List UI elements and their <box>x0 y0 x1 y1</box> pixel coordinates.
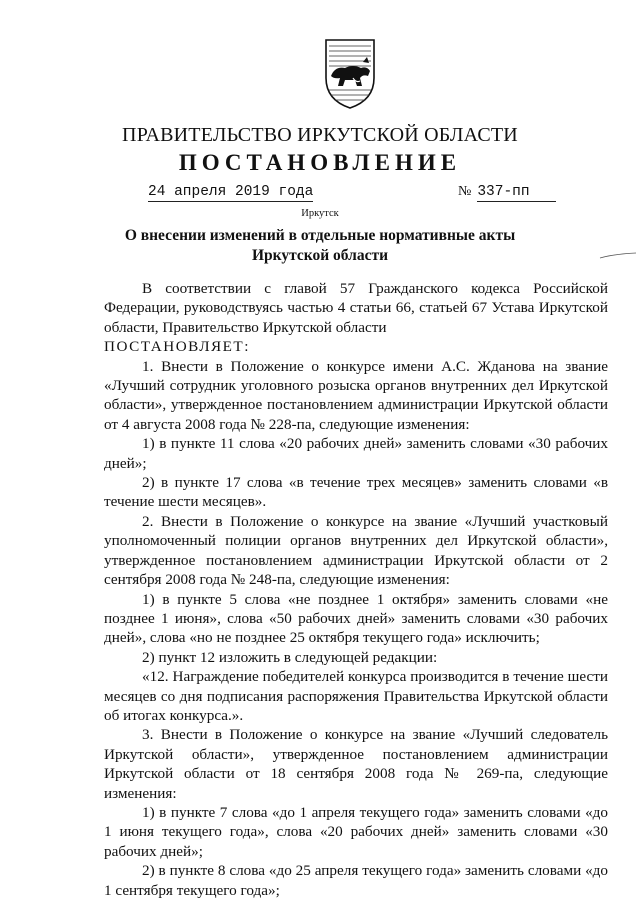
paragraph-2: 2. Внести в Положение о конкурсе на звание «Лучший участковый уполномоченный полиции органов внутренних дел Иркутской области», утвержденное постановлением администрации Иркутской области от 2 сентября 2008 года № 248-па, следующие изменения: <box>104 512 608 589</box>
city-name: Иркутск <box>301 208 339 219</box>
paragraph-3: 3. Внести в Положение о конкурсе на звание «Лучший следователь Иркутской области», утвержденное постановлением администрации Иркутской области от 18 сентября 2008 года № 269-па, следующие изменения: <box>104 726 608 802</box>
date-number-row <box>148 184 568 206</box>
paragraph-1-item-1: 1) в пункте 11 слова «20 рабочих дней» заменить словами «30 рабочих дней»; <box>104 435 608 472</box>
title-line-2: Иркутской области <box>251 247 389 264</box>
paragraph-2-item-1: 1) в пункте 5 слова «не позднее 1 октября» заменить словами «не позднее 1 июня», слова «50 рабочих дней» заменить словами «30 рабочих дней», слова «но не позднее 25 октября текущего года» исключить; <box>104 590 608 647</box>
document-title <box>120 226 520 266</box>
document-number <box>458 184 568 200</box>
number-sign: № <box>458 184 472 199</box>
paragraph-1: 1. Внести в Положение о конкурсе имени А.С. Жданова на звание «Лучший сотрудник уголовного розыска органов внутренних дел Иркутской области», утвержденное постановлением администрации Иркутской области от 4 августа 2008 года № 228-па, следующие изменения: <box>104 357 608 433</box>
paragraph-3-item-2: 2) в пункте 8 слова «до 25 апреля текущего года» заменить словами «до 1 сентября текущего года»; <box>104 862 608 899</box>
paragraph-2-quote: «12. Награждение победителей конкурса производится в течение шести месяцев со дня подписания распоряжения Правительства Иркутской области об итогах конкурса.». <box>104 668 608 724</box>
government-name: ПРАВИТЕЛЬСТВО ИРКУТСКОЙ ОБЛАСТИ <box>122 124 518 146</box>
paragraph-1-item-2: 2) в пункте 17 слова «в течение трех месяцев» заменить словами «в течение шести месяцев». <box>104 474 608 511</box>
paragraph-3-item-1: 1) в пункте 7 слова «до 1 апреля текущего года» заменить словами «до 1 июня текущего года», слова «20 рабочих дней» заменить словами «30 рабочих дней»; <box>104 803 608 860</box>
document-body <box>104 279 608 900</box>
preamble: В соответствии с главой 57 Гражданского кодекса Российской Федерации, руководствуясь частью 4 статьи 66, статьей 67 Устава Иркутской области, Правительство Иркутской области <box>104 280 608 336</box>
decides-heading: ПОСТАНОВЛЯЕТ: <box>104 338 250 356</box>
coat-of-arms-icon <box>323 38 377 110</box>
title-line-1: О внесении изменений в отдельные нормативные акты <box>124 227 516 244</box>
number-value: 337-пп <box>477 184 555 202</box>
document-type: ПОСТАНОВЛЕНИЕ <box>178 150 462 175</box>
document-date: 24 апреля 2019 года <box>148 184 314 200</box>
pen-mark-icon <box>598 252 638 260</box>
paragraph-2-item-2: 2) пункт 12 изложить в следующей редакции: <box>142 648 438 666</box>
